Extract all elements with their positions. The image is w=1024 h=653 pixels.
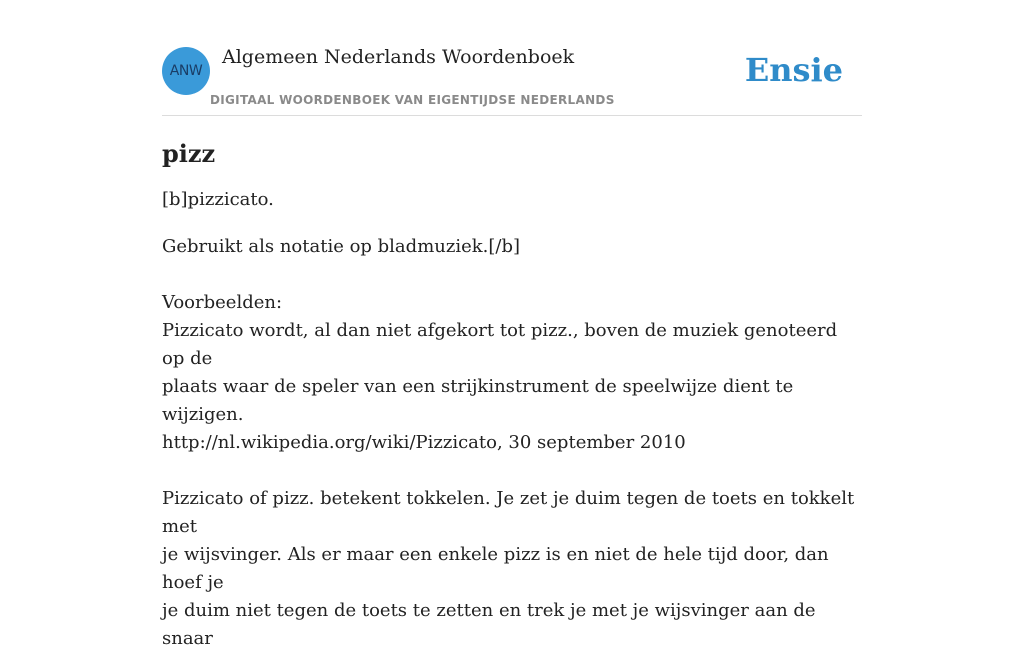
site-title[interactable]: Algemeen Nederlands Woordenboek: [222, 46, 575, 68]
example-2-line-1: Pizzicato of pizz. betekent tokkelen. Je zet je duim tegen de toets en tokkelt met: [162, 488, 855, 537]
spacer: [162, 457, 862, 485]
logo-text: ANW: [169, 63, 203, 79]
example-2-line-3: je duim niet tegen de toets te zetten en trek je met je wijsvinger aan de snaar: [162, 600, 816, 649]
example-2-line-2: je wijsvinger. Als er maar een enkele pizz is en niet de hele tijd door, dan hoef je: [162, 544, 829, 593]
site-subtitle: DIGITAAL WOORDENBOEK VAN EIGENTIJDSE NEDERLANDS: [210, 93, 615, 107]
page-title: pizz: [162, 139, 216, 168]
entry-content: [162, 136, 862, 653]
spacer: [162, 261, 862, 289]
definition-line-1: [b]pizzicato.: [162, 189, 274, 210]
anw-logo[interactable]: [162, 47, 210, 95]
example-1-line-2: plaats waar de speler van een strijkinstrument de speelwijze dient te wijzigen.: [162, 376, 794, 425]
site-header: [162, 46, 862, 116]
ensie-brand-link[interactable]: Ensie: [744, 51, 843, 89]
examples-label: Voorbeelden:: [162, 292, 283, 313]
example-1-line-1: Pizzicato wordt, al dan niet afgekort tot pizz., boven de muziek genoteerd op de: [162, 320, 838, 369]
example-1-source: http://nl.wikipedia.org/wiki/Pizzicato, 30 september 2010: [162, 432, 686, 453]
definition-line-2: Gebruikt als notatie op bladmuziek.[/b]: [162, 236, 521, 257]
